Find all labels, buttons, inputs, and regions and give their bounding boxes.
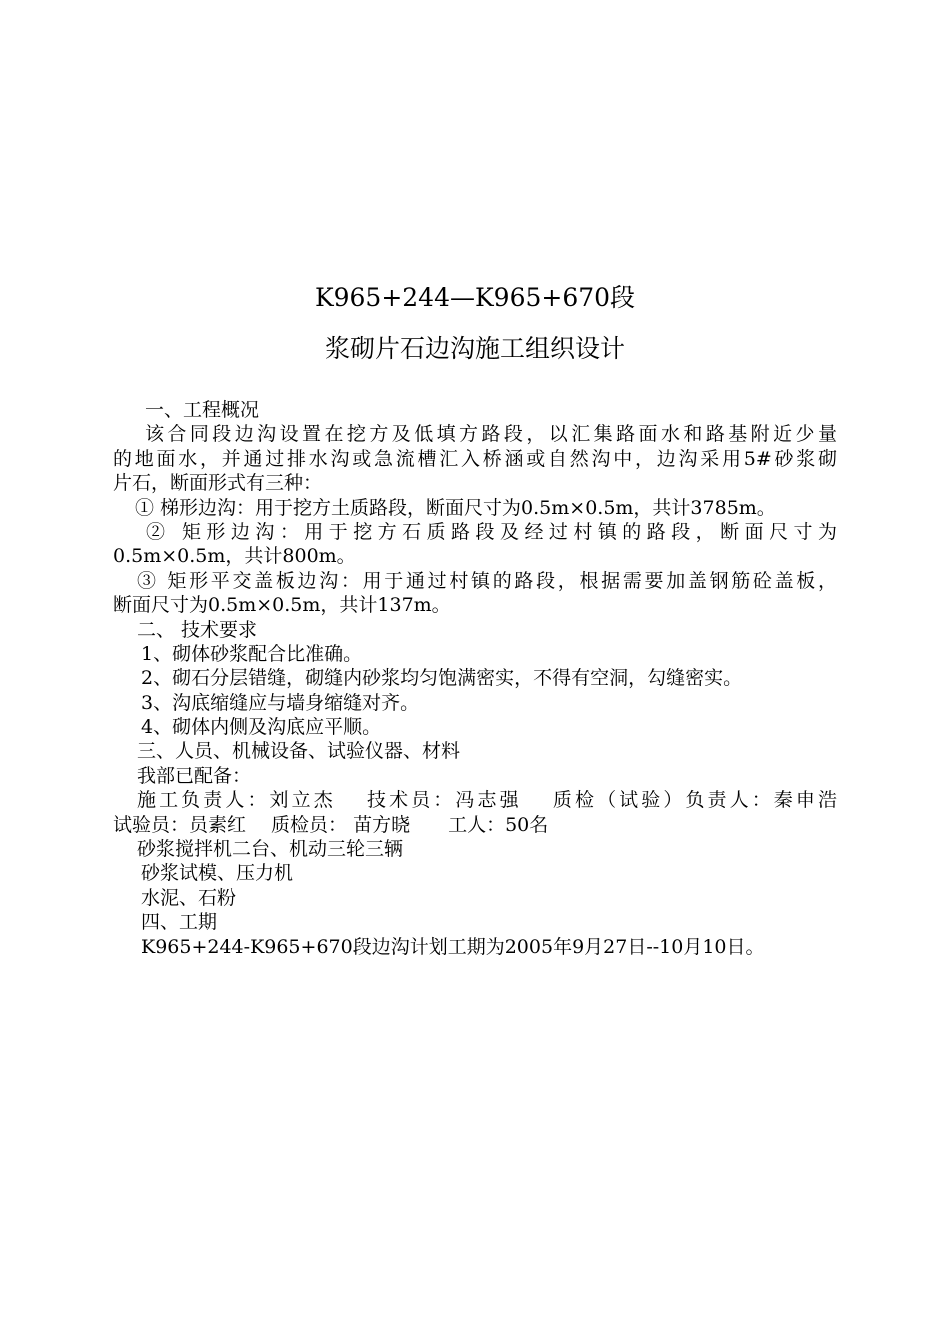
list-item-rectangular-ditch: ② 矩形边沟：用于挖方石质路段及经过村镇的路段，断面尺寸为 — [146, 520, 837, 543]
schedule-line: K965+244-K965+670段边沟计划工期为2005年9月27日--10月10日。 — [141, 935, 765, 958]
list-item: 4、砌体内侧及沟底应平顺。 — [141, 716, 382, 739]
document-title: 浆砌片石边沟施工组织设计 — [324, 334, 625, 363]
document-body — [113, 398, 837, 959]
paragraph-line: 该合同段边沟设置在挖方及低填方路段，以汇集路面水和路基附近少量 — [145, 423, 837, 446]
list-item: 3、沟底缩缝应与墙身缩缝对齐。 — [141, 691, 420, 714]
paragraph-line: 0.5m×0.5m，共计800m。 — [113, 545, 356, 568]
section-heading-schedule: 四、工期 — [141, 911, 218, 934]
equipment-line: 砂浆搅拌机二台、机动三轮三辆 — [137, 838, 404, 861]
paragraph-line: 断面尺寸为0.5m×0.5m，共计137m。 — [113, 594, 451, 617]
paragraph-line: 的地面水，并通过排水沟或急流槽汇入桥涵或自然沟中，边沟采用5#砂浆砌 — [113, 447, 837, 470]
personnel-line: 施工负责人：刘立杰 技术员：冯志强 质检（试验）负责人：秦申浩 — [137, 789, 837, 812]
section-heading-personnel-equipment: 三、人员、机械设备、试验仪器、材料 — [137, 740, 461, 763]
section-heading-technical-requirements: 二、 技术要求 — [137, 618, 258, 641]
paragraph-line: 我部已配备： — [137, 764, 252, 787]
section-heading-overview: 一、工程概况 — [145, 399, 260, 421]
paragraph-line: 片石，断面形式有三种： — [113, 472, 323, 495]
list-item: 1、砌体砂浆配合比准确。 — [141, 642, 363, 665]
list-item-trapezoid-ditch: ① 梯形边沟：用于挖方土质路段，断面尺寸为0.5m×0.5m，共计3785m。 — [135, 496, 776, 519]
list-item: 2、砌石分层错缝，砌缝内砂浆均匀饱满密实，不得有空洞，勾缝密实。 — [141, 667, 743, 690]
materials-line: 水泥、石粉 — [141, 886, 237, 909]
document-title-section-range: K965+244—K965+670段 — [314, 283, 636, 312]
instruments-line: 砂浆试模、压力机 — [141, 862, 294, 885]
personnel-line: 试验员：员素红 质检员： 苗方晓 工人：50名 — [113, 813, 549, 836]
list-item-covered-ditch: ③ 矩形平交盖板边沟：用于通过村镇的路段，根据需要加盖钢筋砼盖板， — [137, 569, 837, 592]
